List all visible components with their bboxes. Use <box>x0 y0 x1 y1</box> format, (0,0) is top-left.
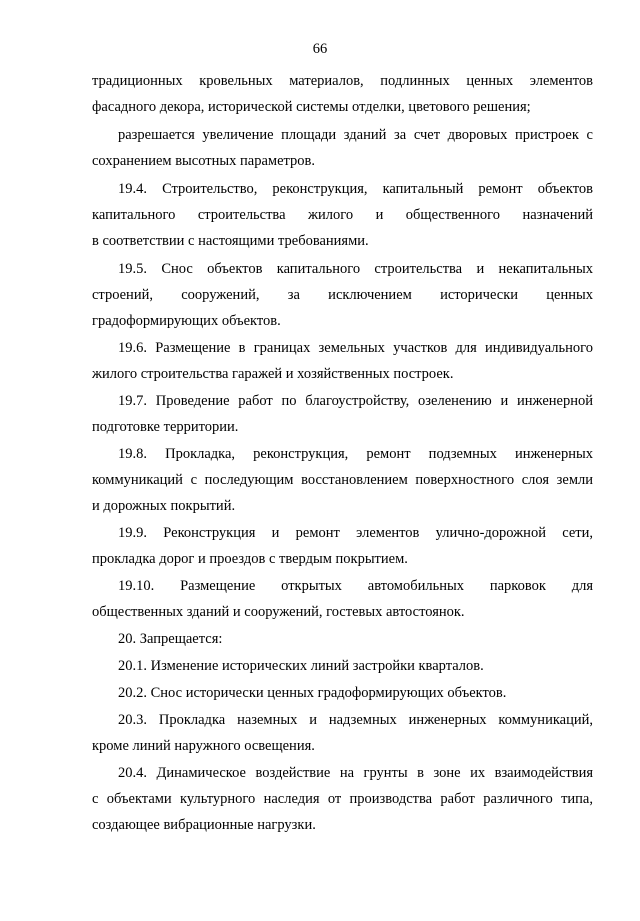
text-line: и дорожных покрытий. <box>92 498 236 514</box>
text-line: кроме линий наружного освещения. <box>92 738 315 754</box>
text-line: градоформирующих объектов. <box>92 313 281 329</box>
text-line: в соответствии с настоящими требованиями. <box>92 233 369 249</box>
text-line: подготовке территории. <box>92 419 239 435</box>
text-line: капитального строительства жилого и общественного назначений <box>92 207 593 223</box>
text-line: 19.5. Снос объектов капитального строительства и некапитальных <box>118 261 593 277</box>
text-line: строений, сооружений, за исключением исторически ценных <box>92 287 593 303</box>
text-line: разрешается увеличение площади зданий за счет дворовых пристроек с <box>118 127 593 143</box>
text-line: создающее вибрационные нагрузки. <box>92 817 316 833</box>
text-line: сохранением высотных параметров. <box>92 153 315 169</box>
text-line: общественных зданий и сооружений, гостевых автостоянок. <box>92 604 465 620</box>
text-line: 19.9. Реконструкция и ремонт элементов улично-дорожной сети, <box>118 525 593 541</box>
text-line: 20. Запрещается: <box>118 631 223 647</box>
text-line: 20.1. Изменение исторических линий застройки кварталов. <box>118 658 484 674</box>
text-line: с объектами культурного наследия от производства работ различного типа, <box>92 791 593 807</box>
text-line: прокладка дорог и проездов с твердым покрытием. <box>92 551 408 567</box>
text-line: 19.7. Проведение работ по благоустройству, озеленению и инженерной <box>118 393 593 409</box>
text-line: жилого строительства гаражей и хозяйственных построек. <box>92 366 454 382</box>
text-line: 20.2. Снос исторически ценных градоформирующих объектов. <box>118 685 507 701</box>
page-number: 66 <box>312 41 328 57</box>
text-line: 19.4. Строительство, реконструкция, капитальный ремонт объектов <box>118 181 593 197</box>
text-line: коммуникаций с последующим восстановлением поверхностного слоя земли <box>92 472 593 488</box>
text-line: 19.10. Размещение открытых автомобильных парковок для <box>118 578 593 594</box>
text-line: традиционных кровельных материалов, подлинных ценных элементов <box>92 73 593 89</box>
text-line: 20.3. Прокладка наземных и надземных инженерных коммуникаций, <box>118 712 593 728</box>
text-line: 20.4. Динамическое воздействие на грунты в зоне их взаимодействия <box>118 765 593 781</box>
text-line: 19.8. Прокладка, реконструкция, ремонт подземных инженерных <box>118 446 593 462</box>
text-line: фасадного декора, исторической системы отделки, цветового решения; <box>92 99 531 115</box>
text-line: 19.6. Размещение в границах земельных участков для индивидуального <box>118 340 593 356</box>
